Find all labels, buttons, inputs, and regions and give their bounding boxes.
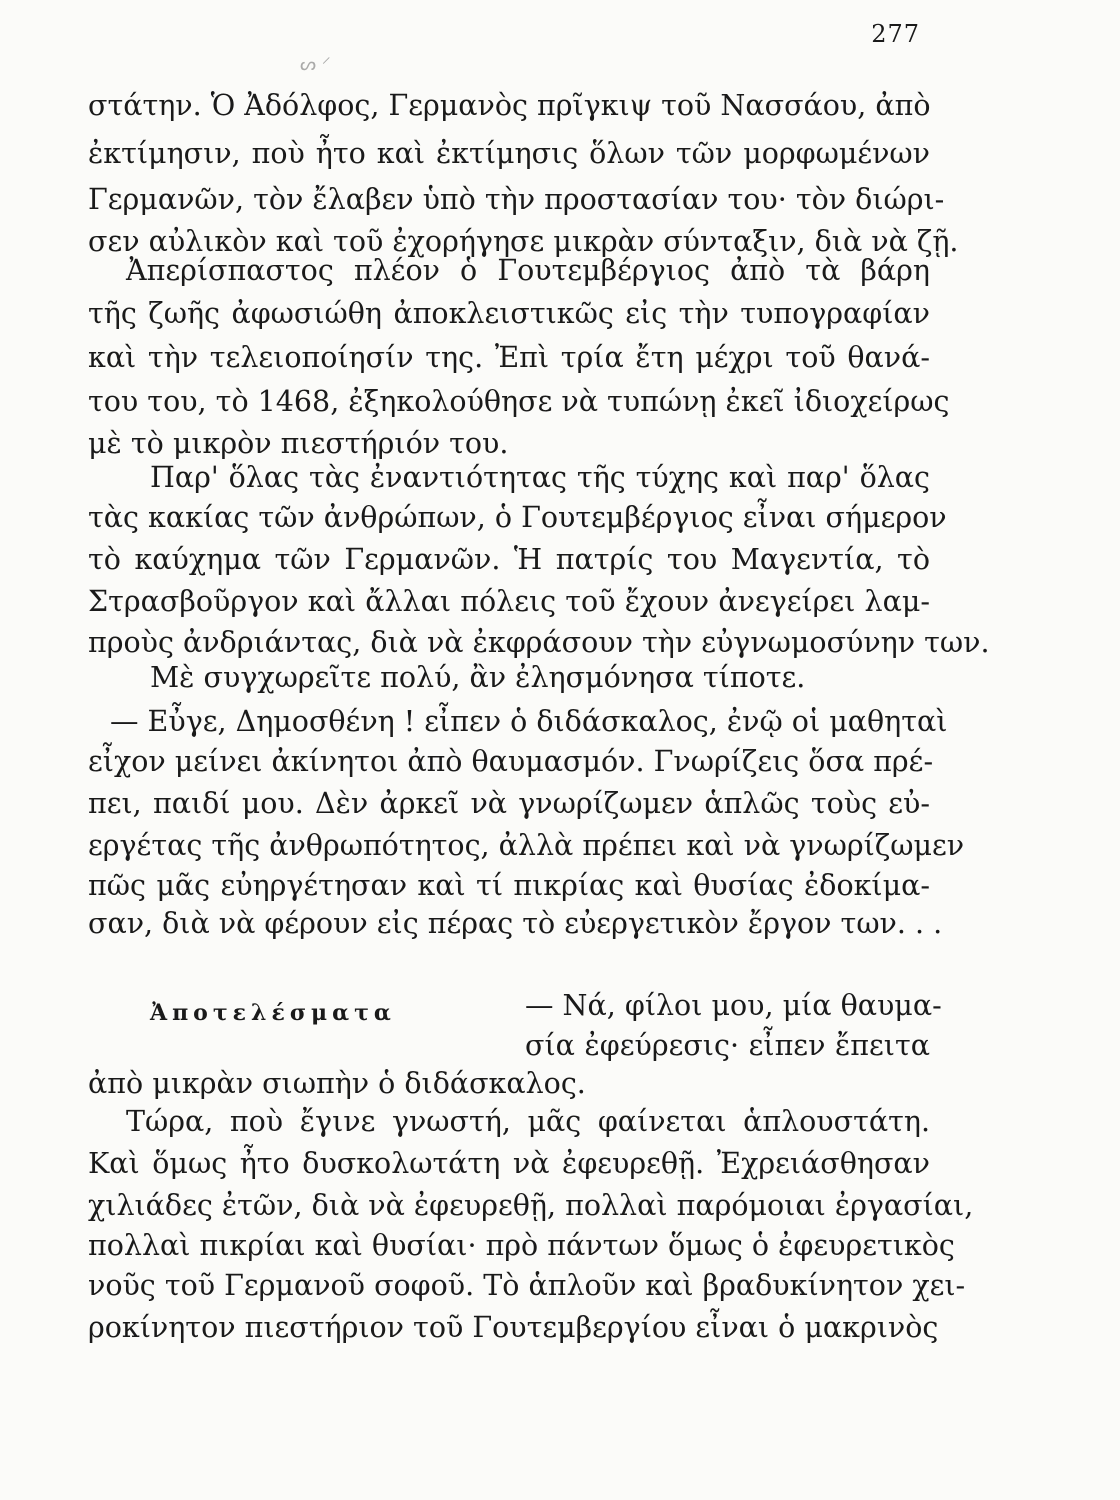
text-line: χιλιάδες ἐτῶν, διὰ νὰ ἐφευρεθῇ, πολλαὶ παρόμοιαι ἐργασίαι, (88, 1189, 974, 1222)
text-line: μὲ τὸ μικρὸν πιεστήριόν του. (88, 427, 509, 460)
text-line: — Εὖγε, Δημοσθένη ! εἶπεν ὁ διδάσκαλος, ἐνῷ οἱ μαθηταὶ (110, 705, 948, 738)
text-line: εργέτας τῆς ἀνθρωπότητος, ἀλλὰ πρέπει καὶ νὰ γνωρίζωμεν (88, 829, 965, 862)
text-line: τὸ καύχημα τῶν Γερμανῶν. Ἡ πατρίς του Μαγεντία, τὸ (88, 543, 930, 576)
pencil-mark: ᔕ ⸍ (300, 54, 331, 75)
text-line: πει, παιδί μου. Δὲν ἀρκεῖ νὰ γνωρίζωμεν ἁπλῶς τοὺς εὐ- (88, 787, 930, 820)
text-line: Τώρα, ποὺ ἔγινε γνωστή, μᾶς φαίνεται ἁπλουστάτη. (126, 1105, 930, 1138)
text-line: του του, τὸ 1468, ἐξηκολούθησε νὰ τυπώνῃ ἐκεῖ ἰδιοχείρως (88, 385, 950, 418)
text-line: στάτην. Ὁ Ἀδόλφος, Γερμανὸς πρῖγκιψ τοῦ Νασσάου, ἀπὸ (88, 89, 931, 122)
page-number: 277 (871, 20, 920, 48)
text-line: ροκίνητον πιεστήριον τοῦ Γουτεμβεργίου εἶναι ὁ μακρινὸς (88, 1311, 939, 1344)
text-line: εἶχον μείνει ἀκίνητοι ἀπὸ θαυμασμόν. Γνωρίζεις ὅσα πρέ- (88, 745, 934, 778)
text-line: προὺς ἀνδριάντας, διὰ νὰ ἐκφράσουν τὴν εὐγνωμοσύνην των. (88, 626, 990, 659)
text-line: — Νά, φίλοι μου, μία θαυμα- (525, 989, 942, 1022)
text-line: πολλαὶ πικρίαι καὶ θυσίαι· πρὸ πάντων ὅμως ὁ ἐφευρετικὸς (88, 1229, 955, 1262)
text-line: σεν αὐλικὸν καὶ τοῦ ἐχορήγησε μικρὰν σύνταξιν, διὰ νὰ ζῇ. (88, 225, 959, 258)
text-line: τὰς κακίας τῶν ἀνθρώπων, ὁ Γουτεμβέργιος εἶναι σήμερον (88, 501, 947, 534)
text-line: Ἀπερίσπαστος πλέον ὁ Γουτεμβέργιος ἀπὸ τὰ βάρη (126, 254, 930, 287)
text-line: Παρ' ὅλας τὰς ἐναντιότητας τῆς τύχης καὶ παρ' ὅλας (150, 461, 930, 494)
text-line: Μὲ συγχωρεῖτε πολύ, ἂν ἐλησμόνησα τίποτε. (150, 661, 806, 694)
text-line: σαν, διὰ νὰ φέρουν εἰς πέρας τὸ εὐεργετικὸν ἔργον των. . . (88, 907, 943, 940)
text-line: ἐκτίμησιν, ποὺ ἦτο καὶ ἐκτίμησις ὅλων τῶν μορφωμένων (88, 137, 930, 170)
text-line: Γερμανῶν, τὸν ἔλαβεν ὑπὸ τὴν προστασίαν του· τὸν διώρι- (88, 183, 945, 216)
section-sidehead: Ἀποτελέσματα (150, 1000, 396, 1026)
text-line: σία ἐφεύρεσις· εἶπεν ἔπειτα (525, 1029, 930, 1062)
text-line: τῆς ζωῆς ἀφωσιώθη ἀποκλειστικῶς εἰς τὴν τυπογραφίαν (88, 297, 930, 330)
text-line: νοῦς τοῦ Γερμανοῦ σοφοῦ. Τὸ ἁπλοῦν καὶ βραδυκίνητον χει- (88, 1269, 966, 1302)
text-line: Καὶ ὅμως ἦτο δυσκολωτάτη νὰ ἐφευρεθῇ. Ἐχρειάσθησαν (88, 1147, 930, 1180)
text-line: Στρασβοῦργον καὶ ἄλλαι πόλεις τοῦ ἔχουν ἀνεγείρει λαμ- (88, 585, 930, 618)
text-line: ἀπὸ μικρὰν σιωπὴν ὁ διδάσκαλος. (88, 1067, 586, 1100)
text-line: πῶς μᾶς εὐηργέτησαν καὶ τί πικρίας καὶ θυσίας ἐδοκίμα- (88, 869, 930, 902)
text-line: καὶ τὴν τελειοποίησίν της. Ἐπὶ τρία ἔτη μέχρι τοῦ θανά- (88, 341, 930, 374)
